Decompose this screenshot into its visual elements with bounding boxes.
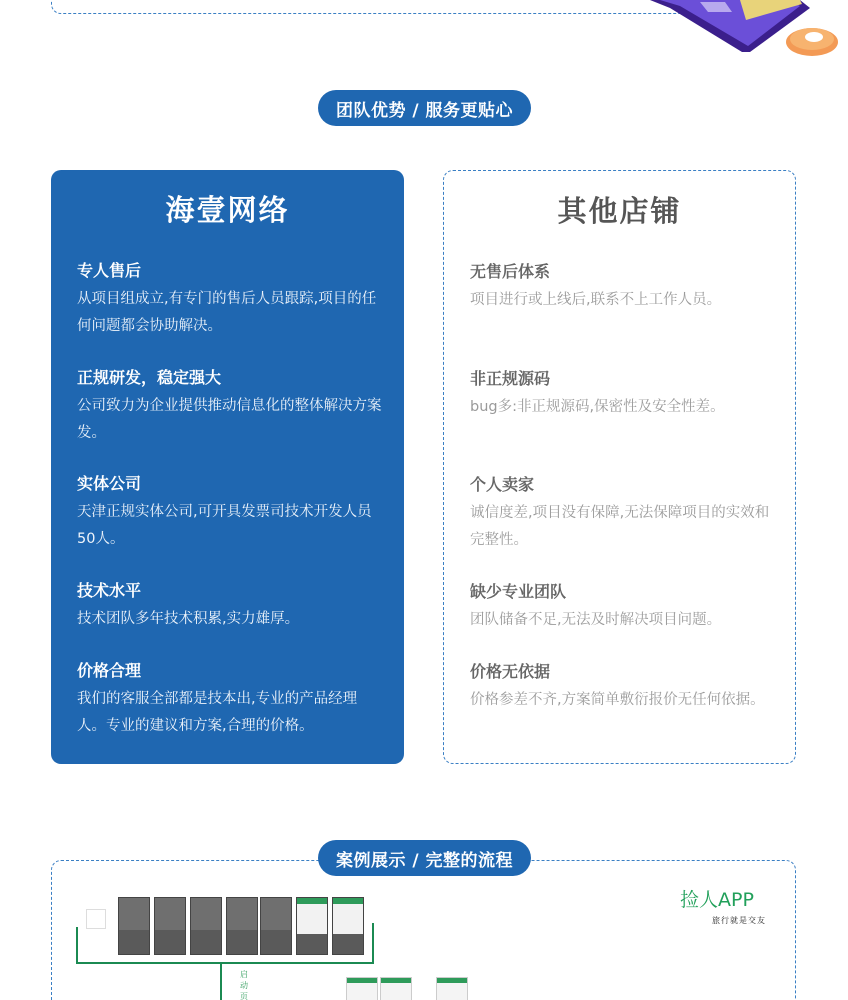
- flow-screen-thumbnail: [260, 897, 292, 955]
- flow-label: 启动页: [240, 970, 248, 1000]
- flow-screen-thumbnail: [296, 897, 328, 955]
- disadvantage-item-title: 价格无依据: [470, 662, 551, 681]
- flow-screen-thumbnail: [332, 897, 364, 955]
- advantage-item: [77, 580, 382, 633]
- flow-connector: [76, 927, 78, 963]
- advantage-item-desc: 天津正规实体公司,可开具发票司技术开发人员50人。: [77, 504, 372, 547]
- advantage-item-desc: 公司致力为企业提供推动信息化的整体解决方案发。: [77, 398, 382, 441]
- advantage-item: [77, 260, 382, 340]
- other-shops-card: [443, 170, 796, 764]
- advantage-item-title: 实体公司: [77, 474, 142, 493]
- advantage-item-desc: 从项目组成立,有专门的售后人员跟踪,项目的任何问题都会协助解决。: [77, 291, 377, 334]
- disadvantage-item-title: 个人卖家: [470, 475, 535, 494]
- disadvantage-item-title: 非正规源码: [470, 369, 551, 388]
- advantage-item: [77, 367, 382, 447]
- team-advantage-heading: 团队优势 / 服务更贴心: [318, 90, 531, 126]
- case-showcase-box: [51, 860, 796, 1000]
- our-company-title: 海壹网络: [165, 193, 290, 227]
- disadvantage-item-desc: 团队储备不足,无法及时解决项目问题。: [470, 612, 722, 628]
- advantage-item: [77, 473, 382, 553]
- flow-screen-thumbnail: [346, 977, 378, 1000]
- disadvantage-item-title: 缺少专业团队: [470, 582, 567, 601]
- disadvantage-item-desc: 项目进行或上线后,联系不上工作人员。: [470, 292, 722, 308]
- flow-screen-thumbnail: [118, 897, 150, 955]
- flow-screen-thumbnail: [226, 897, 258, 955]
- disadvantage-item: [470, 474, 775, 554]
- flow-screen-thumbnail: [86, 909, 106, 929]
- flow-screen-thumbnail: [154, 897, 186, 955]
- flow-connector: [372, 923, 374, 964]
- advantage-item-desc: 技术团队多年技术积累,实力雄厚。: [77, 611, 300, 627]
- disadvantage-item: [470, 261, 775, 314]
- flow-screen-thumbnail: [380, 977, 412, 1000]
- disadvantage-item-desc: bug多:非正规源码,保密性及安全性差。: [470, 399, 725, 415]
- disadvantage-item: [470, 368, 775, 421]
- our-company-card: [51, 170, 404, 764]
- advantage-item-title: 正规研发，稳定强大: [77, 368, 222, 387]
- disadvantage-item-desc: 价格参差不齐,方案简单敷衍报价无任何依据。: [470, 692, 765, 708]
- advantage-item-title: 价格合理: [77, 661, 142, 680]
- flow-screen-thumbnail: [436, 977, 468, 1000]
- flow-screen-thumbnail: [190, 897, 222, 955]
- laptop-illustration: [650, 0, 848, 60]
- advantage-item-desc: 我们的客服全部都是技本出,专业的产品经理人。专业的建议和方案,合理的价格。: [77, 691, 358, 734]
- disadvantage-item-title: 无售后体系: [470, 262, 551, 281]
- case-showcase-heading: 案例展示 / 完整的流程: [318, 840, 531, 876]
- flow-connector: [76, 962, 374, 964]
- advantage-item: [77, 660, 382, 740]
- app-title: 捡人APP: [680, 889, 754, 911]
- flow-connector: [220, 962, 222, 1000]
- disadvantage-item-desc: 诚信度差,项目没有保障,无法保障项目的实效和完整性。: [470, 505, 770, 548]
- advantage-item-title: 专人售后: [77, 261, 142, 280]
- disadvantage-item: [470, 661, 775, 714]
- disadvantage-item: [470, 581, 775, 634]
- advantage-item-title: 技术水平: [77, 581, 142, 600]
- other-shops-title: 其他店铺: [557, 194, 682, 228]
- app-subtitle: 旅行就是交友: [712, 916, 766, 925]
